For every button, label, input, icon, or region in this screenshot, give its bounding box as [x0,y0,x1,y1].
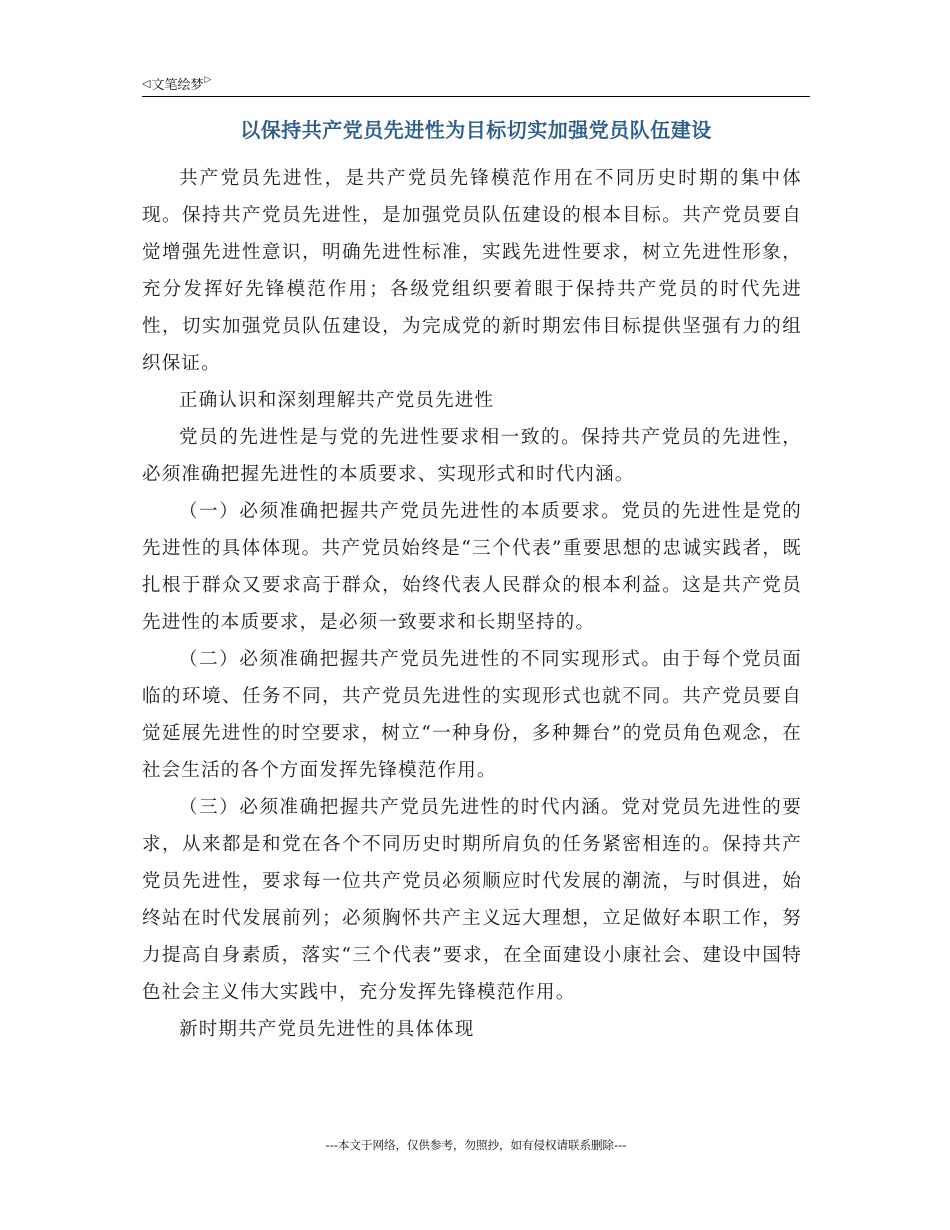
paragraph: 党员的先进性是与党的先进性要求相一致的。保持共产党员的先进性，必须准确把握先进性的本质要求、实现形式和时代内涵。 [142,427,802,485]
paragraph: 共产党员先进性，是共产党员先锋模范作用在不同历史时期的集中体现。保持共产党员先进性，是加强党员队伍建设的根本目标。共产党员要自觉增强先进性意识，明确先进性标准，实践先进性要求，树立先进性形象，充分发挥好先锋模范作用；各级党组织要着眼于保持共产党员的时代先进性，切实加强党员队伍建设，为完成党的新时期宏伟目标提供坚强有力的组织保证。 [142,168,802,374]
header-brand [142,74,211,96]
document-body [142,160,802,1048]
page-header [142,74,810,97]
paragraph: （一）必须准确把握共产党员先进性的本质要求。党员的先进性是党的先进性的具体体现。共产党员始终是“三个代表”重要思想的忠诚实践者，既扎根于群众又要求高于群众，始终代表人民群众的根本利益。这是共产党员先进性的本质要求，是必须一致要求和长期坚持的。 [142,501,802,633]
section-heading: 新时期共产党员先进性的具体体现 [179,1019,475,1040]
section-heading: 正确认识和深刻理解共产党员先进性 [179,390,495,411]
document-title: 以保持共产党员先进性为目标切实加强党员队伍建设 [240,118,712,142]
right-triangle-icon: ▷ [204,75,212,85]
header-brand-text: 文笔绘梦 [151,78,204,93]
paragraph: （三）必须准确把握共产党员先进性的时代内涵。党对党员先进性的要求，从来都是和党在各个不同历史时期所肩负的任务紧密相连的。保持共产党员先进性，要求每一位共产党员必须顺应时代发展的潮流，与时俱进，始终站在时代发展前列；必须胸怀共产主义远大理想，立足做好本职工作，努力提高自身素质，落实“三个代表”要求，在全面建设小康社会、建设中国特色社会主义伟大实践中，充分发挥先锋模范作用。 [142,797,802,1003]
left-triangle-icon: ◁ [142,77,151,90]
paragraph: （二）必须准确把握共产党员先进性的不同实现形式。由于每个党员面临的环境、任务不同，共产党员先进性的实现形式也就不同。共产党员要自觉延展先进性的时空要求，树立“一种身份，多种舞台”的党员角色观念，在社会生活的各个方面发挥先锋模范作用。 [142,649,802,781]
page-footer: ---本文于网络，仅供参考，勿照抄，如有侵权请联系删除--- [325,1138,627,1152]
